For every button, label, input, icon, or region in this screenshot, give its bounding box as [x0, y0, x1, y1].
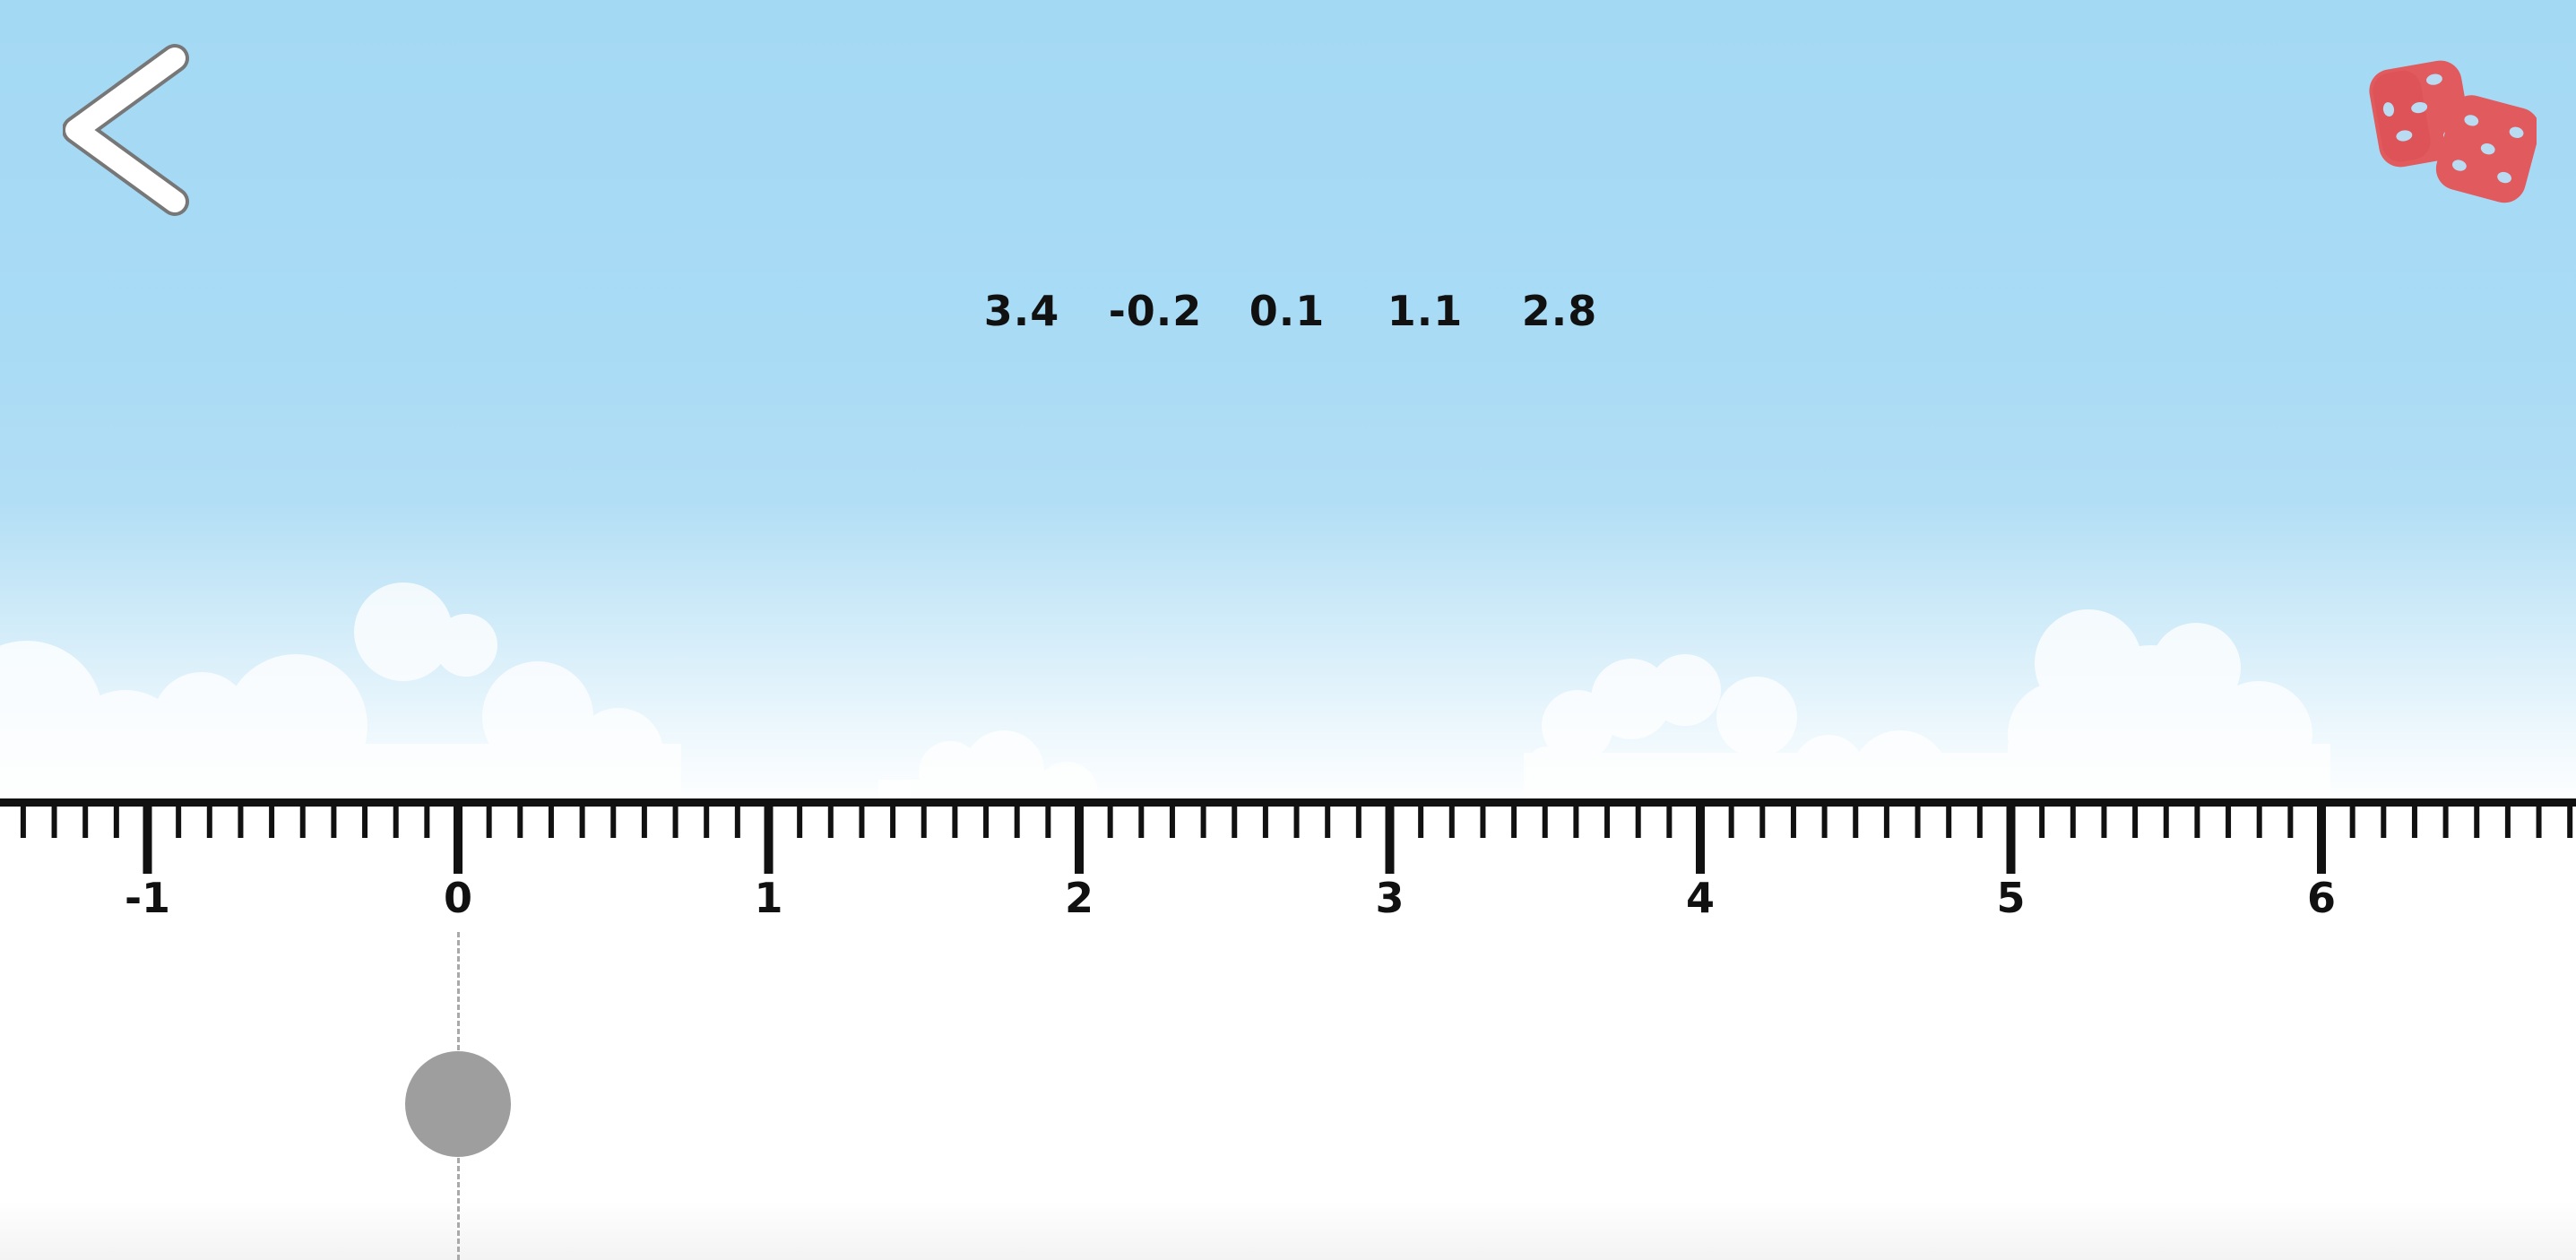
minor-tick [952, 802, 957, 838]
minor-tick [797, 802, 802, 838]
minor-tick [1511, 802, 1517, 838]
minor-tick [2132, 802, 2138, 838]
tick-label: 5 [1996, 874, 2026, 922]
minor-tick [1915, 802, 1921, 838]
dice-button[interactable] [2357, 54, 2537, 206]
minor-tick [2350, 802, 2356, 838]
minor-tick [1666, 802, 1672, 838]
minor-tick [1977, 802, 1983, 838]
marker-handle[interactable] [405, 1051, 511, 1157]
minor-tick [207, 802, 212, 838]
minor-tick [1573, 802, 1578, 838]
minor-tick [238, 802, 243, 838]
minor-tick [300, 802, 306, 838]
minor-tick [2164, 802, 2169, 838]
minor-tick [1138, 802, 1144, 838]
minor-tick [2070, 802, 2076, 838]
minor-tick [176, 802, 181, 838]
minor-tick [642, 802, 647, 838]
minor-tick [2381, 802, 2386, 838]
minor-tick [424, 802, 429, 838]
minor-tick [2226, 802, 2231, 838]
minor-tick [580, 802, 585, 838]
tick-label: 6 [2306, 874, 2337, 922]
minor-tick [2537, 802, 2542, 838]
minor-tick [1325, 802, 1330, 838]
minor-tick [610, 802, 616, 838]
minor-tick [1791, 802, 1796, 838]
minor-tick [1418, 802, 1423, 838]
target-number[interactable]: 0.1 [1249, 287, 1326, 335]
tick-label: 2 [1064, 874, 1094, 922]
major-tick [143, 802, 152, 874]
back-button[interactable] [63, 40, 197, 220]
minor-tick [1480, 802, 1485, 838]
minor-tick [1263, 802, 1268, 838]
tick-label: -1 [124, 874, 171, 922]
minor-tick [983, 802, 989, 838]
minor-tick [269, 802, 274, 838]
minor-tick [2567, 802, 2572, 838]
minor-tick [1294, 802, 1300, 838]
minor-tick [517, 802, 523, 838]
minor-tick [1822, 802, 1828, 838]
minor-tick [1543, 802, 1548, 838]
minor-tick [921, 802, 927, 838]
minor-tick [487, 802, 492, 838]
minor-tick [735, 802, 740, 838]
minor-tick [828, 802, 834, 838]
major-tick [765, 802, 774, 874]
target-number[interactable]: 1.1 [1387, 287, 1464, 335]
minor-tick [1108, 802, 1113, 838]
minor-tick [1946, 802, 1951, 838]
minor-tick [82, 802, 88, 838]
minor-tick [1884, 802, 1889, 838]
target-numbers [0, 287, 2576, 350]
minor-tick [1636, 802, 1641, 838]
minor-tick [2505, 802, 2511, 838]
minor-tick [1232, 802, 1237, 838]
tick-label: 1 [754, 874, 783, 922]
tick-label: 3 [1375, 874, 1405, 922]
target-number[interactable]: 2.8 [1521, 287, 1598, 335]
minor-tick [890, 802, 895, 838]
minor-tick [331, 802, 336, 838]
minor-tick [1201, 802, 1206, 838]
major-tick [2007, 802, 2016, 874]
minor-tick [2039, 802, 2044, 838]
major-tick [2317, 802, 2326, 874]
number-line [0, 789, 2576, 968]
minor-tick [859, 802, 864, 838]
minor-tick [704, 802, 709, 838]
minor-tick [2101, 802, 2106, 838]
minor-tick [549, 802, 554, 838]
minor-tick [673, 802, 679, 838]
tick-label: 4 [1685, 874, 1716, 922]
minor-tick [2443, 802, 2449, 838]
major-tick [1386, 802, 1395, 874]
minor-tick [114, 802, 119, 838]
minor-tick [2257, 802, 2262, 838]
minor-tick [1170, 802, 1175, 838]
target-number[interactable]: -0.2 [1108, 287, 1203, 335]
minor-tick [362, 802, 367, 838]
minor-tick [1729, 802, 1734, 838]
major-tick [1075, 802, 1084, 874]
tick-label: 0 [443, 874, 473, 922]
minor-tick [1759, 802, 1765, 838]
minor-tick [21, 802, 26, 838]
minor-tick [1015, 802, 1020, 838]
minor-tick [2194, 802, 2200, 838]
minor-tick [1853, 802, 1858, 838]
number-line-axis [0, 798, 2576, 807]
minor-tick [393, 802, 399, 838]
minor-tick [2287, 802, 2293, 838]
number-line-labels [125, 874, 2336, 922]
number-line-ticks [0, 802, 2572, 874]
minor-tick [1604, 802, 1610, 838]
dice-icon [2366, 57, 2537, 206]
major-tick [454, 802, 462, 874]
minor-tick [1356, 802, 1361, 838]
minor-tick [2412, 802, 2417, 838]
minor-tick [52, 802, 57, 838]
target-number[interactable]: 3.4 [983, 287, 1060, 335]
minor-tick [1045, 802, 1050, 838]
minor-tick [1449, 802, 1455, 838]
minor-tick [2474, 802, 2479, 838]
major-tick [1696, 802, 1705, 874]
